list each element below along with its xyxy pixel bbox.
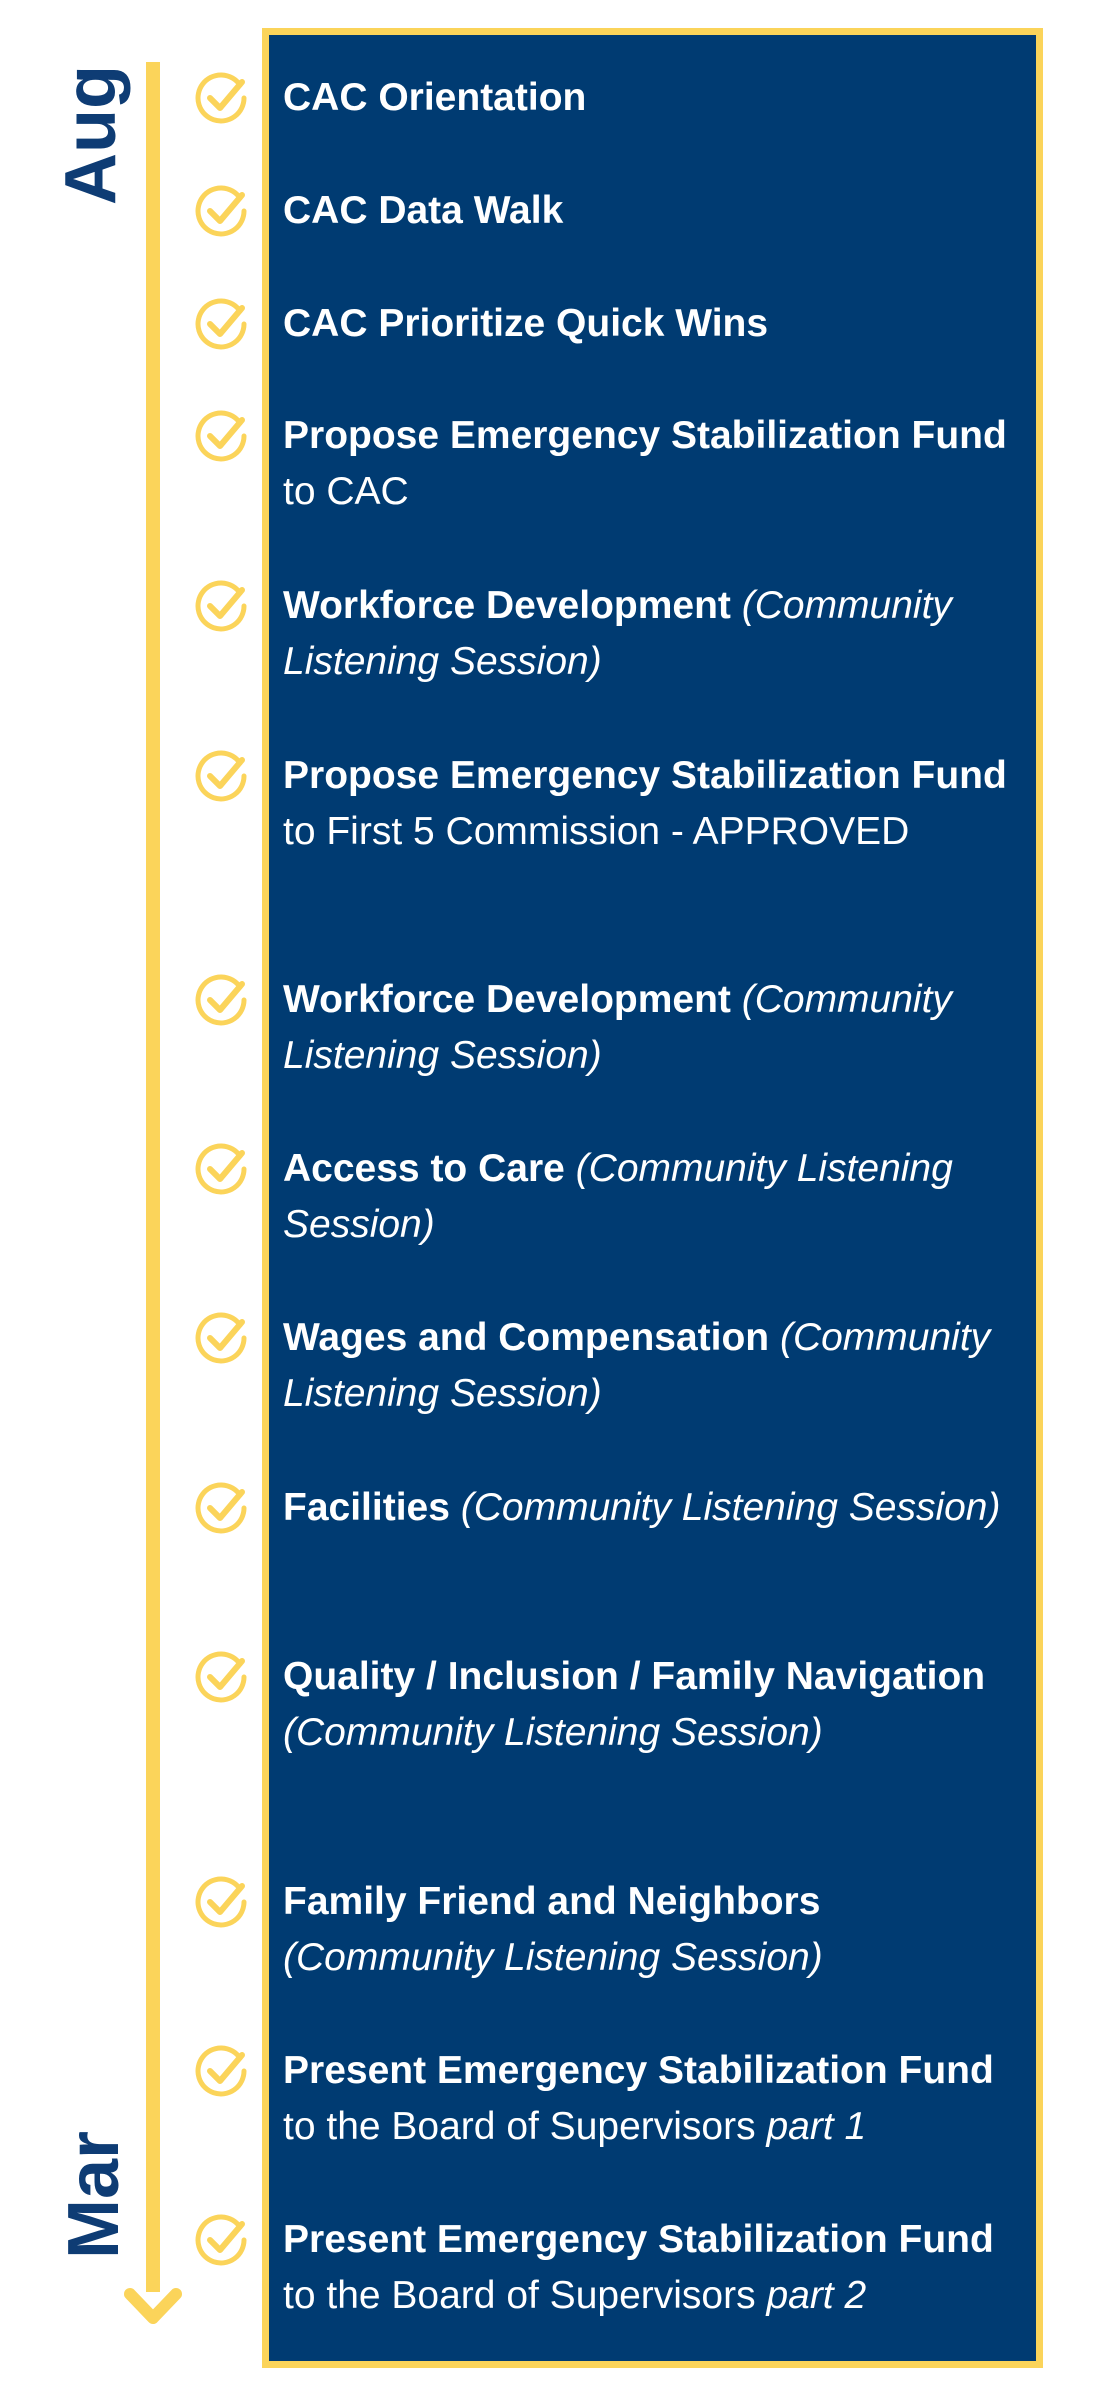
check-circle-icon	[195, 749, 249, 803]
milestone-title: Present Emergency Stabilization Fund	[283, 2218, 994, 2261]
timeline-line	[146, 62, 160, 2292]
check-circle-icon	[195, 184, 249, 238]
milestone-note: (Community Listening Session)	[283, 584, 952, 683]
check-circle-icon	[195, 579, 249, 633]
milestone-item	[283, 408, 1023, 520]
milestone-note: (Community Listening Session)	[283, 1316, 991, 1415]
check-circle-icon	[195, 1311, 249, 1365]
milestone-note: (Community Listening Session)	[283, 978, 952, 1077]
milestone-item	[283, 183, 1023, 239]
milestone-item	[283, 578, 1023, 690]
milestone-title: Quality / Inclusion / Family Navigation	[283, 1655, 986, 1698]
milestone-detail: to the Board of Supervisors	[283, 2274, 767, 2317]
milestone-title: Workforce Development	[283, 978, 731, 1021]
milestone-item	[283, 972, 1023, 1084]
milestone-note: (Community Listening Session)	[283, 1936, 823, 1979]
milestone-item	[283, 1874, 1023, 1986]
milestone-item	[283, 2043, 1023, 2155]
milestone-title: Wages and Compensation	[283, 1316, 770, 1359]
check-circle-icon	[195, 1875, 249, 1929]
milestone-title: Workforce Development	[283, 584, 731, 627]
check-circle-icon	[195, 71, 249, 125]
milestone-title: Propose Emergency Stabilization Fund	[283, 414, 1007, 457]
milestone-title: Propose Emergency Stabilization Fund	[283, 754, 1007, 797]
check-circle-icon	[195, 973, 249, 1027]
milestone-note: part 2	[766, 2274, 867, 2317]
milestone-detail: to CAC	[283, 470, 409, 513]
milestone-title: CAC Prioritize Quick Wins	[283, 302, 769, 345]
arrow-down-icon	[124, 2270, 182, 2328]
milestone-note: (Community Listening Session)	[449, 1486, 1001, 1529]
check-circle-icon	[195, 297, 249, 351]
milestone-detail: to First 5 Commission - APPROVED	[283, 810, 910, 853]
milestone-item	[283, 1649, 1023, 1761]
check-circle-icon	[195, 1142, 249, 1196]
milestone-title: Family Friend and Neighbors	[283, 1880, 821, 1923]
milestone-title: CAC Data Walk	[283, 189, 564, 232]
milestone-title: Present Emergency Stabilization Fund	[283, 2049, 994, 2092]
milestone-title: CAC Orientation	[283, 76, 587, 119]
check-circle-icon	[195, 2213, 249, 2267]
milestone-note: (Community Listening Session)	[283, 1147, 953, 1246]
check-circle-icon	[195, 2044, 249, 2098]
milestone-item	[283, 70, 1023, 126]
check-circle-icon	[195, 1481, 249, 1535]
milestone-note: (Community Listening Session)	[283, 1711, 823, 1754]
check-circle-icon	[195, 1650, 249, 1704]
month-label-end: Mar	[54, 2130, 134, 2260]
milestone-item	[283, 296, 1023, 352]
month-label-start: Aug	[51, 65, 131, 205]
milestone-title: Facilities	[283, 1486, 450, 1529]
milestone-note: part 1	[766, 2105, 867, 2148]
milestone-item	[283, 1310, 1023, 1422]
milestone-item	[283, 2212, 1023, 2324]
milestone-item	[283, 748, 1023, 860]
milestone-item	[283, 1141, 1023, 1253]
check-circle-icon	[195, 409, 249, 463]
milestone-detail: to the Board of Supervisors	[283, 2105, 767, 2148]
milestone-item	[283, 1480, 1023, 1536]
milestone-title: Access to Care	[283, 1147, 565, 1190]
